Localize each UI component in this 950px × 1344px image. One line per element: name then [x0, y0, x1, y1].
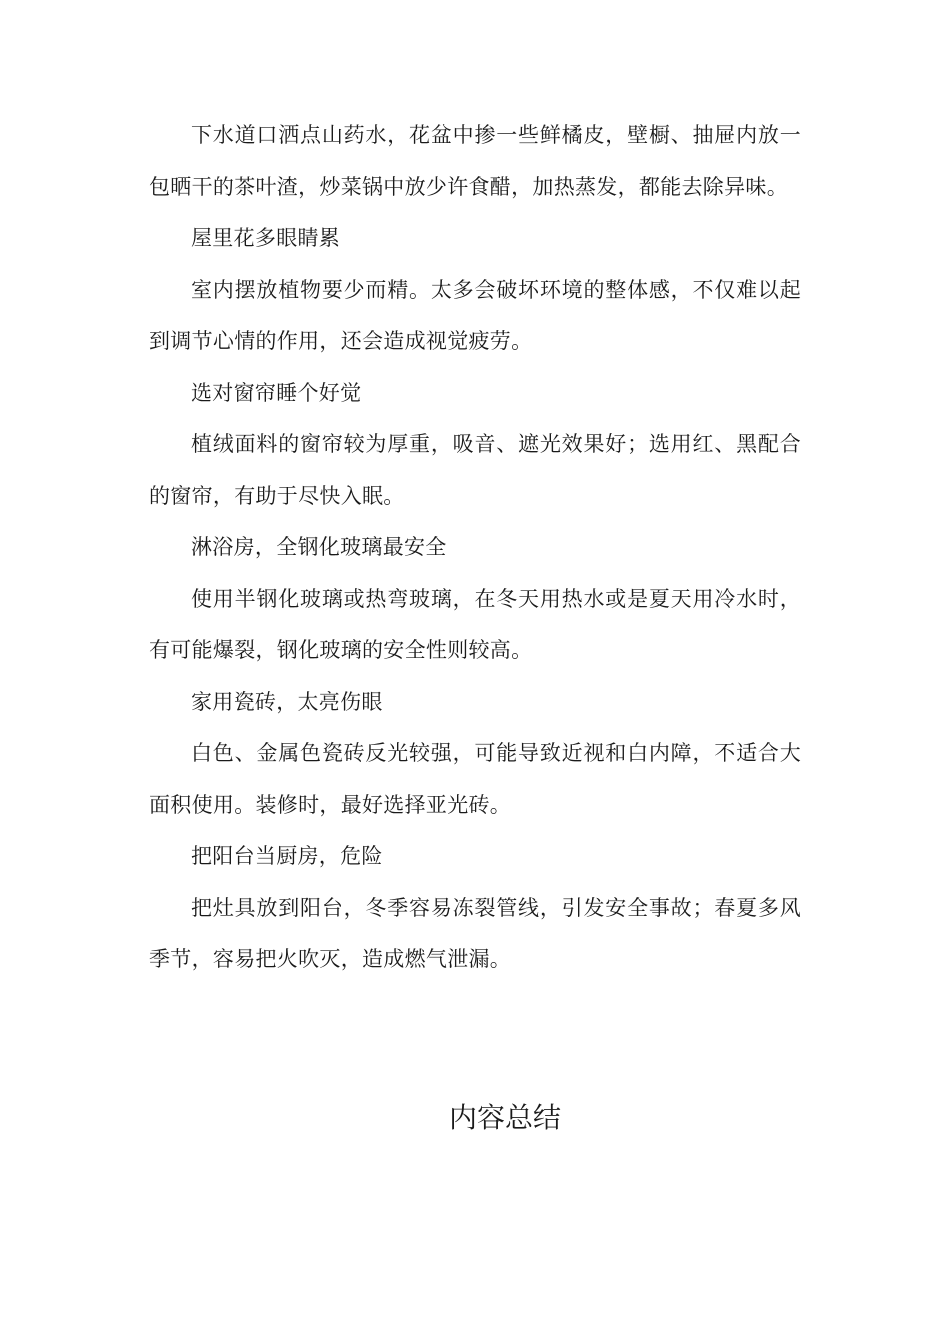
summary-title: 内容总结 — [448, 1101, 561, 1134]
heading-plants: 屋里花多眼睛累 — [191, 226, 341, 250]
heading-balcony-kitchen: 把阳台当厨房，危险 — [191, 844, 383, 868]
paragraph-tiles: 白色、金属色瓷砖反光较强，可能导致近视和白内障，不适合大面积使用。装修时，最好选择亚光砖。 — [149, 741, 801, 817]
paragraph-curtains: 植绒面料的窗帘较为厚重，吸音、遮光效果好；选用红、黑配合的窗帘，有助于尽快入眠。 — [149, 432, 801, 508]
heading-shower-glass: 淋浴房，全钢化玻璃最安全 — [191, 535, 447, 559]
heading-curtains: 选对窗帘睡个好觉 — [191, 380, 362, 405]
heading-tiles: 家用瓷砖，太亮伤眼 — [191, 689, 383, 714]
document-body — [149, 110, 801, 986]
paragraph-balcony-kitchen: 把灶具放到阳台，冬季容易冻裂管线，引发安全事故；春夏多风季节，容易把火吹灭，造成燃气泄漏。 — [149, 895, 801, 971]
paragraph-deodorize: 下水道口洒点山药水，花盆中掺一些鲜橘皮，壁橱、抽屉内放一包晒干的茶叶渣，炒菜锅中放少许食醋，加热蒸发，都能去除异味。 — [149, 123, 801, 199]
paragraph-plants: 室内摆放植物要少而精。太多会破坏环境的整体感，不仅难以起到调节心情的作用，还会造成视觉疲劳。 — [149, 277, 801, 353]
paragraph-shower-glass: 使用半钢化玻璃或热弯玻璃，在冬天用热水或是夏天用冷水时，有可能爆裂，钢化玻璃的安全性则较高。 — [149, 586, 801, 662]
